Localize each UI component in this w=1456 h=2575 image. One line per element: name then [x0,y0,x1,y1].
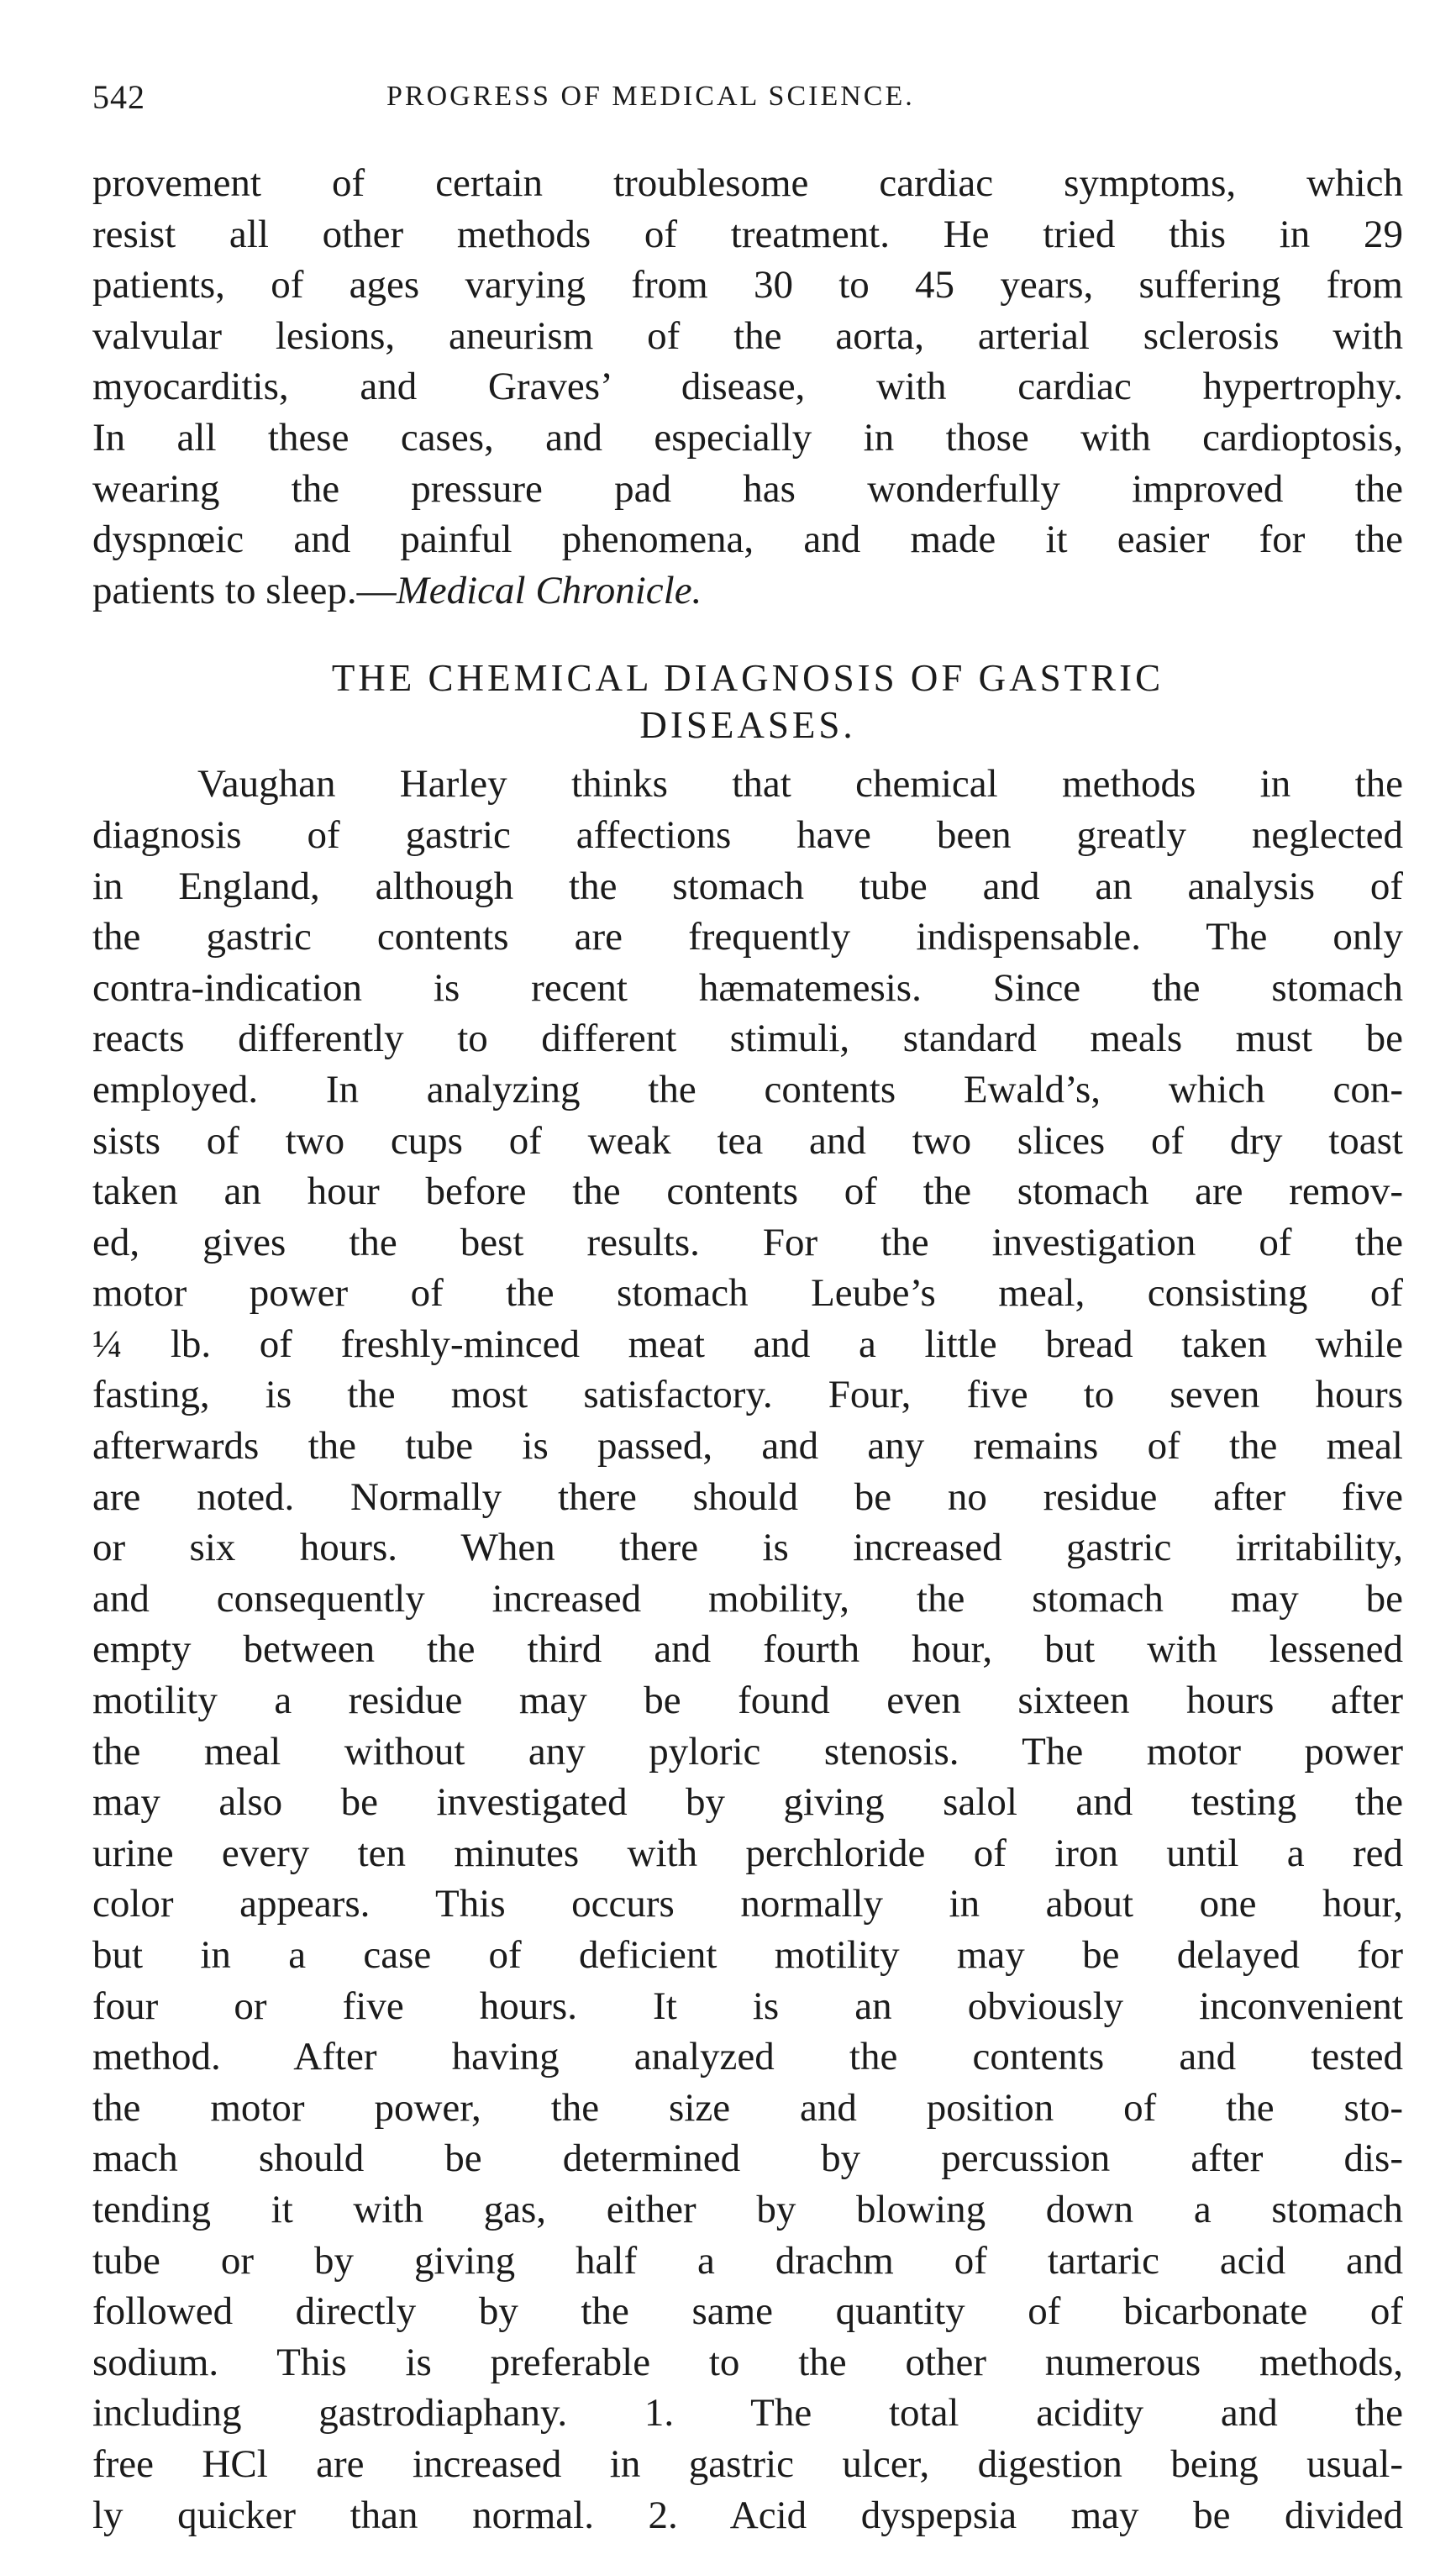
text-line: resist all other methods of treatment. He tried this in 29 [92,212,1403,256]
text-line: provement of certain troublesome cardiac symptoms, which [92,161,1403,205]
text-line: employed. In analyzing the contents Ewald’s, which con- [92,1067,1403,1111]
text-line: motor power of the stomach Leube’s meal, consisting of [92,1271,1403,1316]
text-line: but in a case of deficient motility may be delayed for [92,1933,1403,1977]
section-heading-line-1: THE CHEMICAL DIAGNOSIS OF GASTRIC [331,657,1164,700]
text-line: method. After having analyzed the contents and tested [92,2035,1403,2079]
text-line: diagnosis of gastric affections have been greatly neglected [92,812,1403,857]
text-line-end: patients to sleep.— [92,568,397,612]
text-line: empty between the third and fourth hour, but with lessened [92,1627,1403,1672]
running-head [92,77,1403,116]
text-line: motility a residue may be found even sixteen hours after [92,1679,1403,1723]
page-number: 542 [92,78,145,116]
text-line: reacts differently to different stimuli, standard meals must be [92,1017,1403,1061]
text-line: and consequently increased mobility, the stomach may be [92,1576,1403,1621]
text-line: four or five hours. It is an obviously inconvenient [92,1984,1403,2028]
text-line: color appears. This occurs normally in about one hour, [92,1882,1403,1926]
text-line: taken an hour before the contents of the stomach are remov- [92,1169,1403,1214]
text-line: the meal without any pyloric stenosis. The motor power [92,1729,1403,1774]
text-line: free HCl are increased in gastric ulcer, digestion being usual- [92,2441,1403,2486]
paragraph-gastric-diagnosis [92,759,1403,2541]
text-line: including gastrodiaphany. 1. The total acidity and the [92,2391,1403,2436]
text-line: followed directly by the same quantity of bicarbonate of [92,2289,1403,2334]
text-line: may also be investigated by giving salol and testing the [92,1780,1403,1825]
text-line: sodium. This is preferable to the other numerous methods, [92,2340,1403,2384]
text-line: mach should be determined by percussion after dis- [92,2136,1403,2181]
text-line: dyspnœic and painful phenomena, and made it easier for the [92,518,1403,562]
paragraph-continued [92,158,1403,616]
text-line: fasting, is the most satisfactory. Four, five to seven hours [92,1373,1403,1417]
text-line: tending it with gas, either by blowing down a stomach [92,2187,1403,2231]
text-line: In all these cases, and especially in those with cardioptosis, [92,415,1403,460]
text-line-first: Vaughan Harley thinks that chemical methods in the [197,762,1403,807]
text-line: tube or by giving half a drachm of tartaric acid and [92,2238,1403,2283]
source-citation: Medical Chronicle. [396,568,702,612]
text-line: wearing the pressure pad has wonderfully improved the [92,466,1403,511]
text-line: valvular lesions, aneurism of the aorta, arterial sclerosis with [92,313,1403,358]
text-line: afterwards the tube is passed, and any remains of the meal [92,1424,1403,1469]
page-body [92,158,1403,2541]
text-line: contra-indication is recent hæmatemesis. Since the stomach [92,965,1403,1010]
section-heading [92,654,1403,749]
text-line: the gastric contents are frequently indispensable. The only [92,915,1403,959]
text-line: are noted. Normally there should be no residue after five [92,1474,1403,1519]
text-line: patients, of ages varying from 30 to 45 years, suffering from [92,263,1403,307]
text-line: or six hours. When there is increased gastric irritability, [92,1526,1403,1570]
text-line: in England, although the stomach tube and an analysis of [92,864,1403,908]
text-line: urine every ten minutes with perchloride of iron until a red [92,1831,1403,1875]
text-line: sists of two cups of weak tea and two slices of dry toast [92,1118,1403,1163]
text-line: myocarditis, and Graves’ disease, with cardiac hypertrophy. [92,365,1403,409]
text-line-last [92,565,1403,617]
running-head-title: PROGRESS OF MEDICAL SCIENCE. [386,81,915,112]
section-heading-line-2: DISEASES. [639,704,856,747]
text-line: ed, gives the best results. For the investigation of the [92,1220,1403,1264]
text-line: the motor power, the size and position of the sto- [92,2085,1403,2130]
text-line: ¼ lb. of freshly-minced meat and a little bread taken while [92,1322,1403,1366]
text-line: ly quicker than normal. 2. Acid dyspepsia may be divided [92,2493,1403,2537]
